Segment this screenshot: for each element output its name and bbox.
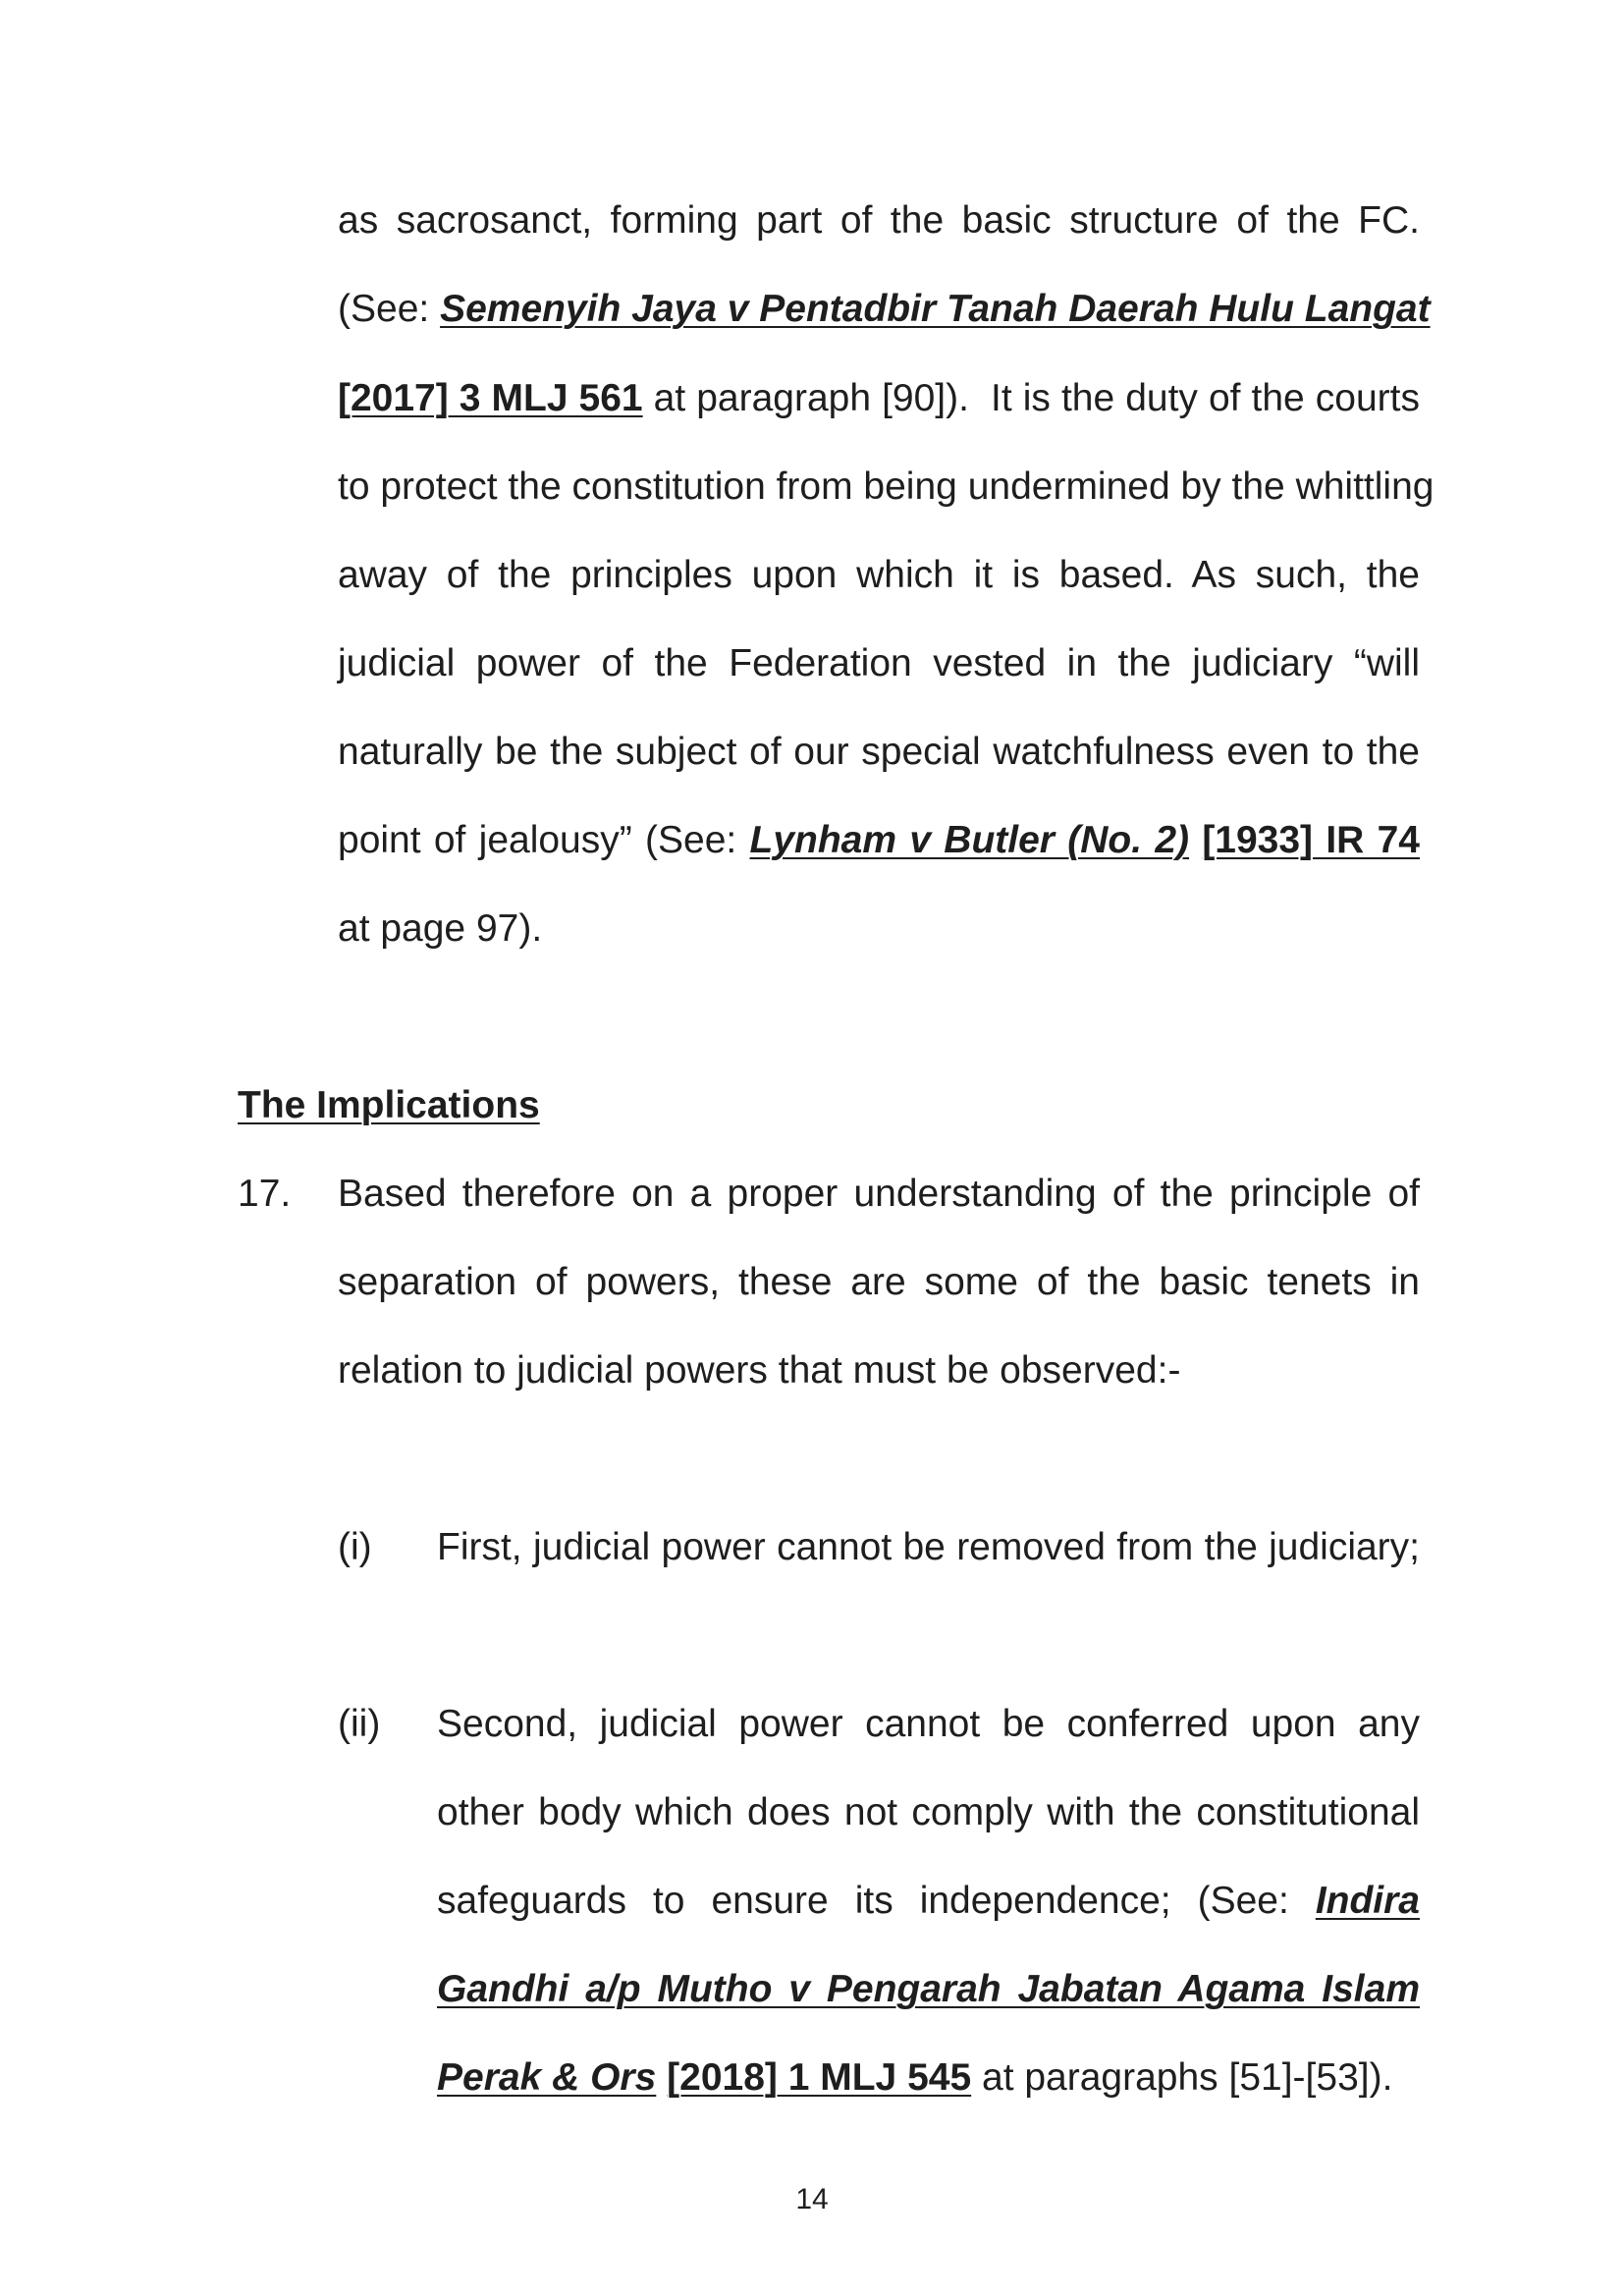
text-line: First, judicial power cannot be removed from the judiciary; bbox=[437, 1526, 1420, 1568]
text-line bbox=[338, 818, 1420, 863]
text-span: point of jealousy” (See: bbox=[338, 819, 750, 861]
case-name: Lynham v Butler (No. 2) bbox=[749, 819, 1190, 861]
text-line bbox=[338, 287, 1431, 332]
text-line bbox=[437, 1967, 1420, 2012]
text-line: relation to judicial powers that must be observed:- bbox=[338, 1349, 1181, 1392]
case-name: Gandhi a/p Mutho v Pengarah Jabatan Agama Islam bbox=[437, 1968, 1420, 2010]
citation: [2017] 3 MLJ 561 bbox=[338, 377, 643, 419]
text-line: as sacrosanct, forming part of the basic structure of the FC. bbox=[338, 199, 1420, 242]
text-span: (See: bbox=[338, 288, 441, 330]
list-marker: (ii) bbox=[338, 1703, 381, 1745]
text-span: safeguards to ensure its independence; (See: bbox=[437, 1880, 1316, 1922]
text-line: to protect the constitution from being undermined by the whittling bbox=[338, 465, 1435, 508]
text-line: at page 97). bbox=[338, 907, 543, 950]
list-marker: (i) bbox=[338, 1526, 372, 1568]
text-span: at paragraph [90]). It is the duty of the courts bbox=[642, 377, 1420, 419]
citation: [1933] IR 74 bbox=[1202, 819, 1420, 861]
text-line: Based therefore on a proper understanding of the principle of bbox=[338, 1173, 1420, 1215]
text-line bbox=[338, 376, 1420, 421]
paragraph-number: 17. bbox=[238, 1173, 292, 1215]
page-number: 14 bbox=[795, 2183, 829, 2215]
citation: [2018] 1 MLJ 545 bbox=[667, 2056, 972, 2099]
text-line: Second, judicial power cannot be conferred upon any bbox=[437, 1703, 1420, 1745]
text-line: separation of powers, these are some of the basic tenets in bbox=[338, 1261, 1420, 1303]
text-span: at paragraphs [51]-[53]). bbox=[971, 2056, 1393, 2099]
text-line: judicial power of the Federation vested in the judiciary “will bbox=[338, 642, 1420, 684]
text-line bbox=[437, 1879, 1420, 1924]
section-heading: The Implications bbox=[238, 1084, 540, 1126]
case-name: Semenyih Jaya v Pentadbir Tanah Daerah Hulu Langat bbox=[440, 288, 1431, 330]
text-line bbox=[437, 2055, 1420, 2101]
case-name: Perak & Ors bbox=[437, 2056, 657, 2099]
case-name: Indira bbox=[1315, 1880, 1420, 1922]
text-line: naturally be the subject of our special watchfulness even to the bbox=[338, 731, 1420, 773]
text-line: other body which does not comply with the constitutional bbox=[437, 1791, 1420, 1833]
text-line: away of the principles upon which it is based. As such, the bbox=[338, 554, 1420, 596]
